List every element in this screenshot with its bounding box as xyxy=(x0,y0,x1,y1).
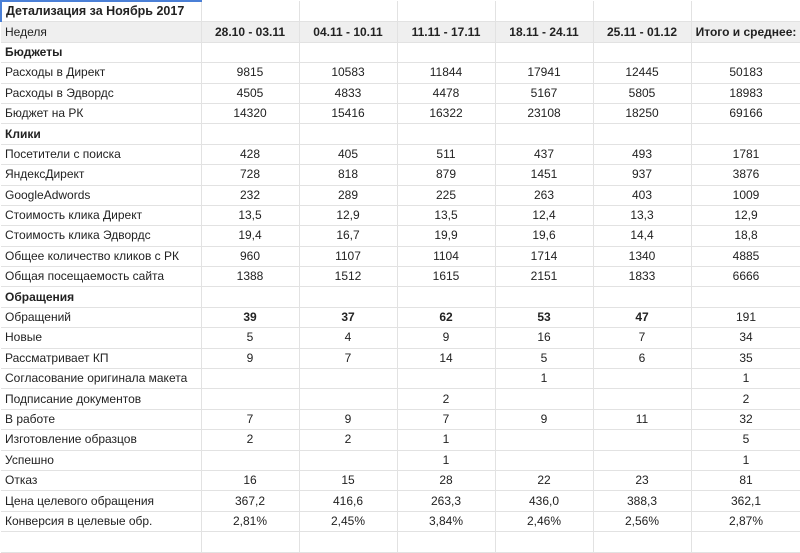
table-row xyxy=(1,83,800,103)
value-cell[interactable]: 62 xyxy=(397,307,495,327)
value-cell[interactable]: 7 xyxy=(299,348,397,368)
value-cell[interactable]: 17941 xyxy=(495,63,593,83)
empty-cell[interactable] xyxy=(593,287,691,307)
empty-cell[interactable] xyxy=(691,532,800,552)
value-cell[interactable]: 5 xyxy=(495,348,593,368)
value-cell[interactable] xyxy=(299,389,397,409)
value-cell[interactable]: 16322 xyxy=(397,103,495,123)
total-cell[interactable]: 18,8 xyxy=(691,226,800,246)
value-cell[interactable]: 2151 xyxy=(495,267,593,287)
total-cell[interactable]: 4885 xyxy=(691,246,800,266)
value-cell[interactable]: 4478 xyxy=(397,83,495,103)
value-cell[interactable]: 23 xyxy=(593,470,691,490)
value-cell[interactable]: 28 xyxy=(397,470,495,490)
row-label-cell[interactable]: Бюджет на РК xyxy=(1,103,201,123)
empty-cell[interactable] xyxy=(299,124,397,144)
empty-cell[interactable] xyxy=(299,287,397,307)
row-label-cell[interactable]: Изготовление образцов xyxy=(1,430,201,450)
value-cell[interactable]: 4505 xyxy=(201,83,299,103)
total-cell[interactable]: 34 xyxy=(691,328,800,348)
value-cell[interactable]: 13,5 xyxy=(397,205,495,225)
value-cell[interactable]: 15416 xyxy=(299,103,397,123)
header-total[interactable]: Итого и среднее: xyxy=(691,22,800,42)
value-cell[interactable]: 263,3 xyxy=(397,491,495,511)
value-cell[interactable]: 5805 xyxy=(593,83,691,103)
value-cell[interactable] xyxy=(495,389,593,409)
table-row xyxy=(1,511,800,531)
table-row xyxy=(1,226,800,246)
table-row xyxy=(1,103,800,123)
value-cell[interactable]: 13,3 xyxy=(593,205,691,225)
section-label-cell[interactable]: Клики xyxy=(1,124,201,144)
value-cell[interactable] xyxy=(593,389,691,409)
table-row xyxy=(1,328,800,348)
row-label-cell[interactable]: Стоимость клика Эдвордс xyxy=(1,226,201,246)
value-cell[interactable]: 388,3 xyxy=(593,491,691,511)
header-row xyxy=(1,22,800,42)
empty-cell[interactable] xyxy=(299,532,397,552)
value-cell[interactable]: 289 xyxy=(299,185,397,205)
value-cell[interactable]: 2,81% xyxy=(201,511,299,531)
row-label-cell[interactable]: Успешно xyxy=(1,450,201,470)
empty-cell[interactable] xyxy=(495,124,593,144)
table-row xyxy=(1,348,800,368)
value-cell[interactable]: 16,7 xyxy=(299,226,397,246)
row-label-cell[interactable]: Посетители с поиска xyxy=(1,144,201,164)
value-cell[interactable] xyxy=(593,369,691,389)
value-cell[interactable]: 37 xyxy=(299,307,397,327)
value-cell[interactable]: 18250 xyxy=(593,103,691,123)
empty-cell[interactable] xyxy=(495,532,593,552)
value-cell[interactable]: 47 xyxy=(593,307,691,327)
table-row xyxy=(1,409,800,429)
table-row xyxy=(1,430,800,450)
table-row xyxy=(1,205,800,225)
empty-cell[interactable] xyxy=(397,532,495,552)
value-cell[interactable]: 367,2 xyxy=(201,491,299,511)
value-cell[interactable]: 9 xyxy=(495,409,593,429)
value-cell[interactable]: 39 xyxy=(201,307,299,327)
value-cell[interactable]: 14 xyxy=(397,348,495,368)
value-cell[interactable]: 12,9 xyxy=(299,205,397,225)
empty-cell[interactable] xyxy=(201,532,299,552)
value-cell[interactable]: 11 xyxy=(593,409,691,429)
value-cell[interactable]: 1 xyxy=(495,369,593,389)
value-cell[interactable]: 2,45% xyxy=(299,511,397,531)
value-cell[interactable] xyxy=(201,450,299,470)
value-cell[interactable]: 12445 xyxy=(593,63,691,83)
value-cell[interactable] xyxy=(299,369,397,389)
table-row xyxy=(1,369,800,389)
total-cell[interactable]: 6666 xyxy=(691,267,800,287)
row-label-cell[interactable]: Цена целевого обращения xyxy=(1,491,201,511)
value-cell[interactable]: 416,6 xyxy=(299,491,397,511)
empty-cell[interactable] xyxy=(593,1,691,22)
value-cell[interactable]: 14320 xyxy=(201,103,299,123)
value-cell[interactable]: 2,56% xyxy=(593,511,691,531)
value-cell[interactable]: 511 xyxy=(397,144,495,164)
total-cell[interactable]: 362,1 xyxy=(691,491,800,511)
total-cell[interactable]: 2 xyxy=(691,389,800,409)
header-week-label[interactable]: Неделя xyxy=(1,22,201,42)
empty-cell[interactable] xyxy=(495,42,593,62)
empty-cell[interactable] xyxy=(691,42,800,62)
value-cell[interactable]: 1104 xyxy=(397,246,495,266)
value-cell[interactable]: 436,0 xyxy=(495,491,593,511)
value-cell[interactable] xyxy=(495,430,593,450)
total-cell[interactable]: 81 xyxy=(691,470,800,490)
row-label-cell[interactable]: Расходы в Директ xyxy=(1,63,201,83)
value-cell[interactable]: 1388 xyxy=(201,267,299,287)
value-cell[interactable]: 6 xyxy=(593,348,691,368)
total-cell[interactable]: 2,87% xyxy=(691,511,800,531)
value-cell[interactable]: 53 xyxy=(495,307,593,327)
row-label-cell[interactable]: Конверсия в целевые обр. xyxy=(1,511,201,531)
table-row xyxy=(1,165,800,185)
value-cell[interactable]: 1107 xyxy=(299,246,397,266)
table-row xyxy=(1,491,800,511)
value-cell[interactable]: 1714 xyxy=(495,246,593,266)
table-row xyxy=(1,267,800,287)
value-cell[interactable]: 2 xyxy=(397,389,495,409)
header-week-2[interactable]: 04.11 - 10.11 xyxy=(299,22,397,42)
value-cell[interactable]: 10583 xyxy=(299,63,397,83)
value-cell[interactable]: 403 xyxy=(593,185,691,205)
header-week-5[interactable]: 25.11 - 01.12 xyxy=(593,22,691,42)
row-label-cell[interactable]: Отказ xyxy=(1,470,201,490)
value-cell[interactable]: 2 xyxy=(299,430,397,450)
table-row xyxy=(1,185,800,205)
total-cell[interactable]: 12,9 xyxy=(691,205,800,225)
header-week-1[interactable]: 28.10 - 03.11 xyxy=(201,22,299,42)
row-label-cell[interactable]: Новые xyxy=(1,328,201,348)
value-cell[interactable]: 232 xyxy=(201,185,299,205)
total-cell[interactable]: 191 xyxy=(691,307,800,327)
value-cell[interactable]: 960 xyxy=(201,246,299,266)
section-label-cell[interactable]: Бюджеты xyxy=(1,42,201,62)
value-cell[interactable]: 9 xyxy=(299,409,397,429)
value-cell[interactable]: 263 xyxy=(495,185,593,205)
value-cell[interactable]: 15 xyxy=(299,470,397,490)
section-row xyxy=(1,124,800,144)
table-row xyxy=(1,389,800,409)
value-cell[interactable]: 493 xyxy=(593,144,691,164)
title-row xyxy=(1,1,800,22)
value-cell[interactable]: 9 xyxy=(201,348,299,368)
value-cell[interactable]: 16 xyxy=(495,328,593,348)
value-cell[interactable]: 5 xyxy=(201,328,299,348)
row-label-cell[interactable]: Подписание документов xyxy=(1,389,201,409)
total-cell[interactable]: 35 xyxy=(691,348,800,368)
table-row xyxy=(1,470,800,490)
value-cell[interactable]: 14,4 xyxy=(593,226,691,246)
table-row xyxy=(1,450,800,470)
total-cell[interactable]: 32 xyxy=(691,409,800,429)
section-row xyxy=(1,42,800,62)
empty-cell[interactable] xyxy=(201,1,299,22)
empty-row xyxy=(1,532,800,552)
value-cell[interactable]: 818 xyxy=(299,165,397,185)
total-cell[interactable]: 1 xyxy=(691,369,800,389)
empty-cell[interactable] xyxy=(1,532,201,552)
empty-cell[interactable] xyxy=(201,287,299,307)
section-row xyxy=(1,287,800,307)
row-label-cell[interactable]: Рассматривает КП xyxy=(1,348,201,368)
empty-cell[interactable] xyxy=(593,532,691,552)
total-cell[interactable]: 1781 xyxy=(691,144,800,164)
empty-cell[interactable] xyxy=(691,124,800,144)
value-cell[interactable] xyxy=(495,450,593,470)
table-row xyxy=(1,63,800,83)
header-week-3[interactable]: 11.11 - 17.11 xyxy=(397,22,495,42)
row-label-cell[interactable]: Согласование оригинала макета xyxy=(1,369,201,389)
value-cell[interactable]: 19,9 xyxy=(397,226,495,246)
table-row xyxy=(1,307,800,327)
value-cell[interactable]: 1340 xyxy=(593,246,691,266)
total-cell[interactable]: 18983 xyxy=(691,83,800,103)
empty-cell[interactable] xyxy=(593,42,691,62)
selected-title-cell[interactable]: Детализация за Ноябрь 2017 xyxy=(1,1,201,22)
empty-cell[interactable] xyxy=(495,287,593,307)
empty-cell[interactable] xyxy=(691,287,800,307)
value-cell[interactable]: 1451 xyxy=(495,165,593,185)
value-cell[interactable]: 7 xyxy=(593,328,691,348)
value-cell[interactable]: 16 xyxy=(201,470,299,490)
row-label-cell[interactable]: Общая посещаемость сайта xyxy=(1,267,201,287)
empty-cell[interactable] xyxy=(397,287,495,307)
value-cell[interactable]: 9 xyxy=(397,328,495,348)
empty-cell[interactable] xyxy=(691,1,800,22)
value-cell[interactable]: 23108 xyxy=(495,103,593,123)
empty-cell[interactable] xyxy=(397,124,495,144)
row-label-cell[interactable]: Обращений xyxy=(1,307,201,327)
total-cell[interactable]: 5 xyxy=(691,430,800,450)
value-cell[interactable]: 2 xyxy=(201,430,299,450)
table-row xyxy=(1,246,800,266)
empty-cell[interactable] xyxy=(299,1,397,22)
value-cell[interactable] xyxy=(201,389,299,409)
value-cell[interactable]: 405 xyxy=(299,144,397,164)
value-cell[interactable]: 9815 xyxy=(201,63,299,83)
total-cell[interactable]: 1 xyxy=(691,450,800,470)
value-cell[interactable]: 3,84% xyxy=(397,511,495,531)
value-cell[interactable]: 1 xyxy=(397,450,495,470)
row-label-cell[interactable]: Стоимость клика Директ xyxy=(1,205,201,225)
empty-cell[interactable] xyxy=(299,42,397,62)
row-label-cell[interactable]: Общее количество кликов с РК xyxy=(1,246,201,266)
value-cell[interactable]: 1615 xyxy=(397,267,495,287)
value-cell[interactable]: 5167 xyxy=(495,83,593,103)
row-label-cell[interactable]: В работе xyxy=(1,409,201,429)
value-cell[interactable]: 2,46% xyxy=(495,511,593,531)
value-cell[interactable]: 19,4 xyxy=(201,226,299,246)
value-cell[interactable]: 1833 xyxy=(593,267,691,287)
value-cell[interactable]: 437 xyxy=(495,144,593,164)
value-cell[interactable]: 1512 xyxy=(299,267,397,287)
row-label-cell[interactable]: Расходы в Эдвордс xyxy=(1,83,201,103)
value-cell[interactable]: 1 xyxy=(397,430,495,450)
empty-cell[interactable] xyxy=(593,124,691,144)
total-cell[interactable]: 69166 xyxy=(691,103,800,123)
value-cell[interactable]: 7 xyxy=(397,409,495,429)
value-cell[interactable]: 12,4 xyxy=(495,205,593,225)
value-cell[interactable] xyxy=(593,450,691,470)
row-label-cell[interactable]: GoogleAdwords xyxy=(1,185,201,205)
value-cell[interactable]: 225 xyxy=(397,185,495,205)
value-cell[interactable]: 728 xyxy=(201,165,299,185)
total-cell[interactable]: 1009 xyxy=(691,185,800,205)
value-cell[interactable] xyxy=(201,369,299,389)
empty-cell[interactable] xyxy=(201,124,299,144)
value-cell[interactable]: 937 xyxy=(593,165,691,185)
value-cell[interactable]: 7 xyxy=(201,409,299,429)
value-cell[interactable]: 4833 xyxy=(299,83,397,103)
value-cell[interactable] xyxy=(593,430,691,450)
value-cell[interactable]: 19,6 xyxy=(495,226,593,246)
total-cell[interactable]: 50183 xyxy=(691,63,800,83)
empty-cell[interactable] xyxy=(397,42,495,62)
value-cell[interactable]: 4 xyxy=(299,328,397,348)
value-cell[interactable]: 879 xyxy=(397,165,495,185)
value-cell[interactable]: 11844 xyxy=(397,63,495,83)
value-cell[interactable]: 22 xyxy=(495,470,593,490)
value-cell[interactable]: 428 xyxy=(201,144,299,164)
section-label-cell[interactable]: Обращения xyxy=(1,287,201,307)
header-week-4[interactable]: 18.11 - 24.11 xyxy=(495,22,593,42)
value-cell[interactable] xyxy=(299,450,397,470)
empty-cell[interactable] xyxy=(495,1,593,22)
empty-cell[interactable] xyxy=(397,1,495,22)
value-cell[interactable] xyxy=(397,369,495,389)
empty-cell[interactable] xyxy=(201,42,299,62)
table-row xyxy=(1,144,800,164)
total-cell[interactable]: 3876 xyxy=(691,165,800,185)
value-cell[interactable]: 13,5 xyxy=(201,205,299,225)
row-label-cell[interactable]: ЯндексДирект xyxy=(1,165,201,185)
